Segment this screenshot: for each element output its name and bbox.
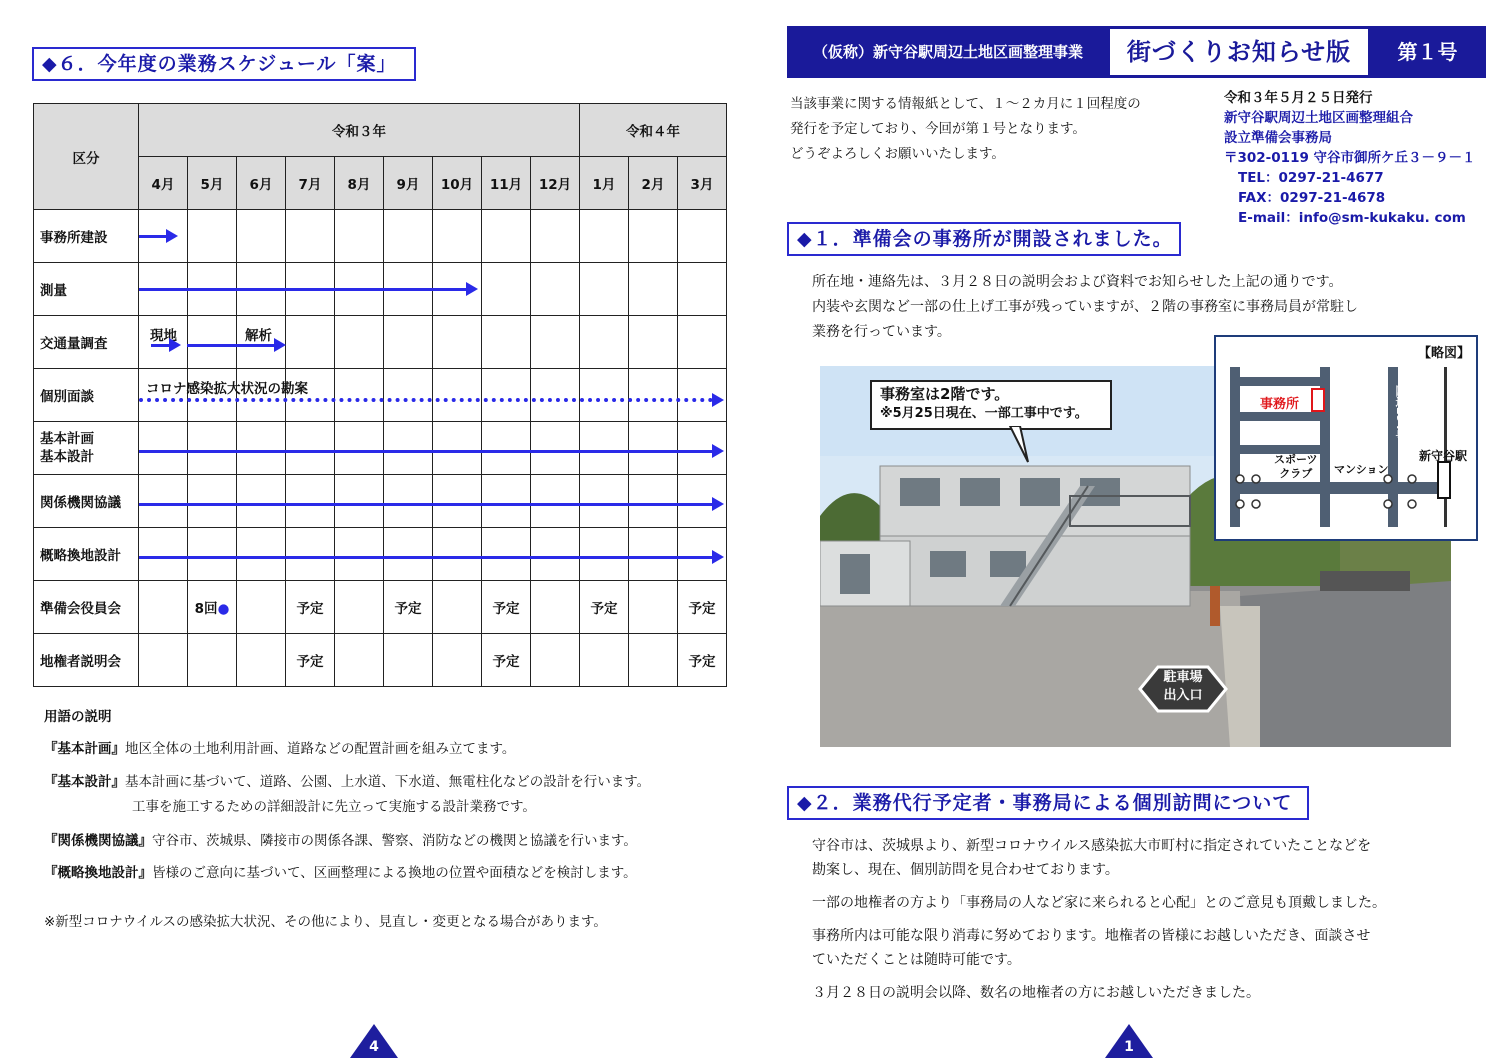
body-line: 業務を行っています。 <box>812 324 951 340</box>
table-row <box>34 210 727 263</box>
area-map <box>1214 335 1478 541</box>
map-office-label: 事務所 <box>1260 397 1300 412</box>
office-floor-callout <box>870 380 1112 430</box>
term-basic-design <box>44 770 650 794</box>
body-line: ていただくことは随時可能です。 <box>812 952 1021 968</box>
masthead-project: （仮称）新守谷駅周辺土地区画整理事業 <box>812 43 1083 61</box>
table-row <box>34 369 727 422</box>
body-line: 内装や玄関など一部の仕上げ工事が残っていますが、２階の事務室に事務局員が常駐し <box>812 299 1358 315</box>
term-desc: 皆様のご意向に基づいて、区画整理による換地の位置や面積などを検討します。 <box>152 865 637 881</box>
entrance-label: 出入口 <box>1163 688 1203 703</box>
header-year-r4: 令和４年 <box>580 104 727 157</box>
month-header: 10月 <box>433 157 482 210</box>
term-desc: 基本計画に基づいて、道路、公園、上水道、下水道、無電柱化などの設計を行います。 <box>125 774 651 790</box>
callout-main: 事務室は2階です。 <box>880 385 1010 403</box>
term-land-design <box>44 861 637 885</box>
map-title: 【略図】 <box>1418 346 1471 361</box>
arrow-head-icon <box>712 550 724 564</box>
arrow-head-icon <box>712 497 724 511</box>
map-graphic <box>1216 337 1476 539</box>
month-header: 8月 <box>335 157 384 210</box>
intro-text <box>790 92 1141 167</box>
planned-cell: 予定 <box>384 581 433 634</box>
map-station-label: 新守谷駅 <box>1419 449 1468 463</box>
pub-tel: TEL：0297-21-4677 <box>1238 170 1384 186</box>
month-header: 12月 <box>531 157 580 210</box>
body-line: 守谷市は、茨城県より、新型コロナウイルス感染拡大市町村に指定されていたことなどを <box>812 838 1372 854</box>
body-line: 事務所内は可能な限り消毒に努めております。地権者の皆様にお越しいただき、面談させ <box>812 928 1371 944</box>
interview-note: コロナ感染拡大状況の勘案 <box>146 381 308 397</box>
month-header: 11月 <box>482 157 531 210</box>
term-name: 『概略換地設計』 <box>44 865 152 881</box>
bar-land-design <box>139 556 713 559</box>
map-sports-1: スポーツ <box>1274 453 1318 466</box>
table-row <box>34 422 727 475</box>
bar-survey <box>139 288 467 291</box>
row-label: 事務所建設 <box>34 210 139 263</box>
pub-office: 設立準備会事務局 <box>1224 130 1332 146</box>
section1-body <box>812 270 1358 345</box>
arrow-head-icon <box>274 338 286 352</box>
arrow-head-icon <box>712 393 724 407</box>
row-label: 基本計画 基本設計 <box>34 422 139 475</box>
publication-info <box>1224 88 1476 228</box>
row-label: 概略換地設計 <box>34 528 139 581</box>
arrow-head-icon <box>169 338 181 352</box>
row-label: 地権者説明会 <box>34 634 139 687</box>
month-header: 2月 <box>629 157 678 210</box>
parking-label: 駐車場 <box>1163 670 1203 685</box>
pub-org: 新守谷駅周辺土地区画整理組合 <box>1224 110 1413 126</box>
callout-sub: ※5月25日現在、一部工事中です。 <box>880 406 1088 421</box>
planned-cell: 予定 <box>678 581 727 634</box>
schedule-table <box>33 103 727 687</box>
map-mansion-label: マンション <box>1334 463 1389 476</box>
planned-cell: 予定 <box>580 581 629 634</box>
planned-cell: 予定 <box>286 581 335 634</box>
row-label: 準備会役員会 <box>34 581 139 634</box>
masthead-issue: 第１号 <box>1397 40 1458 64</box>
body-line: 所在地・連絡先は、３月２８日の説明会および資料でお知らせした上記の通りです。 <box>812 274 1343 290</box>
arrow-head-icon <box>712 444 724 458</box>
pub-fax: FAX：0297-21-4678 <box>1238 190 1386 206</box>
map-sports-2: クラブ <box>1279 467 1313 480</box>
bar-traffic-analysis <box>187 344 275 347</box>
row-label: 測量 <box>34 263 139 316</box>
row-label: 個別面談 <box>34 369 139 422</box>
section1-title: ◆１．準備会の事務所が開設されました。 <box>787 222 1181 256</box>
arrow-head-icon <box>166 229 178 243</box>
section6-title: ◆６．今年度の業務スケジュール「案」 <box>32 47 416 81</box>
section2-body <box>812 834 1386 1005</box>
row-label: 関係機関協議 <box>34 475 139 528</box>
term-basic-design-cont: 工事を施工するための詳細設計に先立って実施する設計業務です。 <box>132 799 536 815</box>
table-row <box>34 316 727 369</box>
header-year-r3: 令和３年 <box>139 104 580 157</box>
term-desc: 守谷市、茨城県、隣接市の関係各課、警察、消防などの機関と協議を行います。 <box>152 833 637 849</box>
month-header: 9月 <box>384 157 433 210</box>
map-sports-label <box>1274 453 1318 481</box>
table-row <box>34 581 727 634</box>
planned-cell: 予定 <box>286 634 335 687</box>
bar-office-build <box>139 235 169 238</box>
planned-cell: 予定 <box>482 634 531 687</box>
term-name: 『基本設計』 <box>44 774 125 790</box>
map-route-label: 国道294号 <box>1394 385 1407 441</box>
term-name: 『基本計画』 <box>44 741 125 757</box>
month-header: 1月 <box>580 157 629 210</box>
table-row <box>34 475 727 528</box>
intro-line: 当該事業に関する情報紙として、１～２カ月に１回程度の <box>790 96 1141 112</box>
bar-traffic-field <box>151 344 171 347</box>
bar-agency-consult <box>139 503 713 506</box>
masthead-title: 街づくりお知らせ版 <box>1110 29 1368 75</box>
planned-cell: 予定 <box>482 581 531 634</box>
covid-note: ※新型コロナウイルスの感染拡大状況、その他により、見直し・変更となる場合があります。 <box>44 914 607 930</box>
bar-interview-dotted <box>139 398 713 402</box>
body-line: 勘案し、現在、個別訪問を見合わせております。 <box>812 862 1119 878</box>
meeting-count: 8回 <box>194 601 218 617</box>
month-header: 5月 <box>188 157 237 210</box>
callout-pointer-icon <box>990 426 1030 466</box>
page-number-right: 1 <box>1124 1039 1134 1055</box>
term-basic-plan <box>44 737 515 761</box>
month-header: 4月 <box>139 157 188 210</box>
planned-cell: 予定 <box>678 634 727 687</box>
table-row <box>34 634 727 687</box>
masthead <box>787 26 1486 78</box>
term-agency <box>44 829 637 853</box>
pub-email[interactable]: E-mail：info@sm-kukaku. com <box>1238 210 1466 226</box>
terms-heading: 用語の説明 <box>44 709 112 725</box>
parking-entrance-sign <box>1138 664 1228 714</box>
pub-address: 〒302-0119 守谷市御所ケ丘３－９－１ <box>1224 150 1476 166</box>
held-dot-icon: ● <box>217 601 230 617</box>
page-number-left: 4 <box>369 1039 379 1055</box>
traffic-field-label: 現地 <box>150 328 177 344</box>
bar-basic-plan <box>139 450 713 453</box>
intro-line: どうぞよろしくお願いいたします。 <box>790 146 1005 162</box>
term-desc: 地区全体の土地利用計画、道路などの配置計画を組み立てます。 <box>125 741 516 757</box>
header-category: 区分 <box>34 104 139 210</box>
intro-line: 発行を予定しており、今回が第１号となります。 <box>790 121 1086 137</box>
traffic-analysis-label: 解析 <box>245 328 272 344</box>
body-line: 一部の地権者の方より「事務局の人など家に来られると心配」とのご意見も頂戴しました。 <box>812 895 1386 911</box>
month-header: 7月 <box>286 157 335 210</box>
body-line: ３月２８日の説明会以降、数名の地権者の方にお越しいただきました。 <box>812 985 1260 1001</box>
row-label: 交通量調査 <box>34 316 139 369</box>
month-header: 3月 <box>678 157 727 210</box>
table-row <box>34 528 727 581</box>
month-header: 6月 <box>237 157 286 210</box>
term-name: 『関係機関協議』 <box>44 833 152 849</box>
pub-date: 令和３年５月２５日発行 <box>1224 90 1373 106</box>
section2-title: ◆２．業務代行予定者・事務局による個別訪問について <box>787 786 1309 820</box>
meeting-held-cell <box>188 581 237 634</box>
arrow-head-icon <box>466 282 478 296</box>
